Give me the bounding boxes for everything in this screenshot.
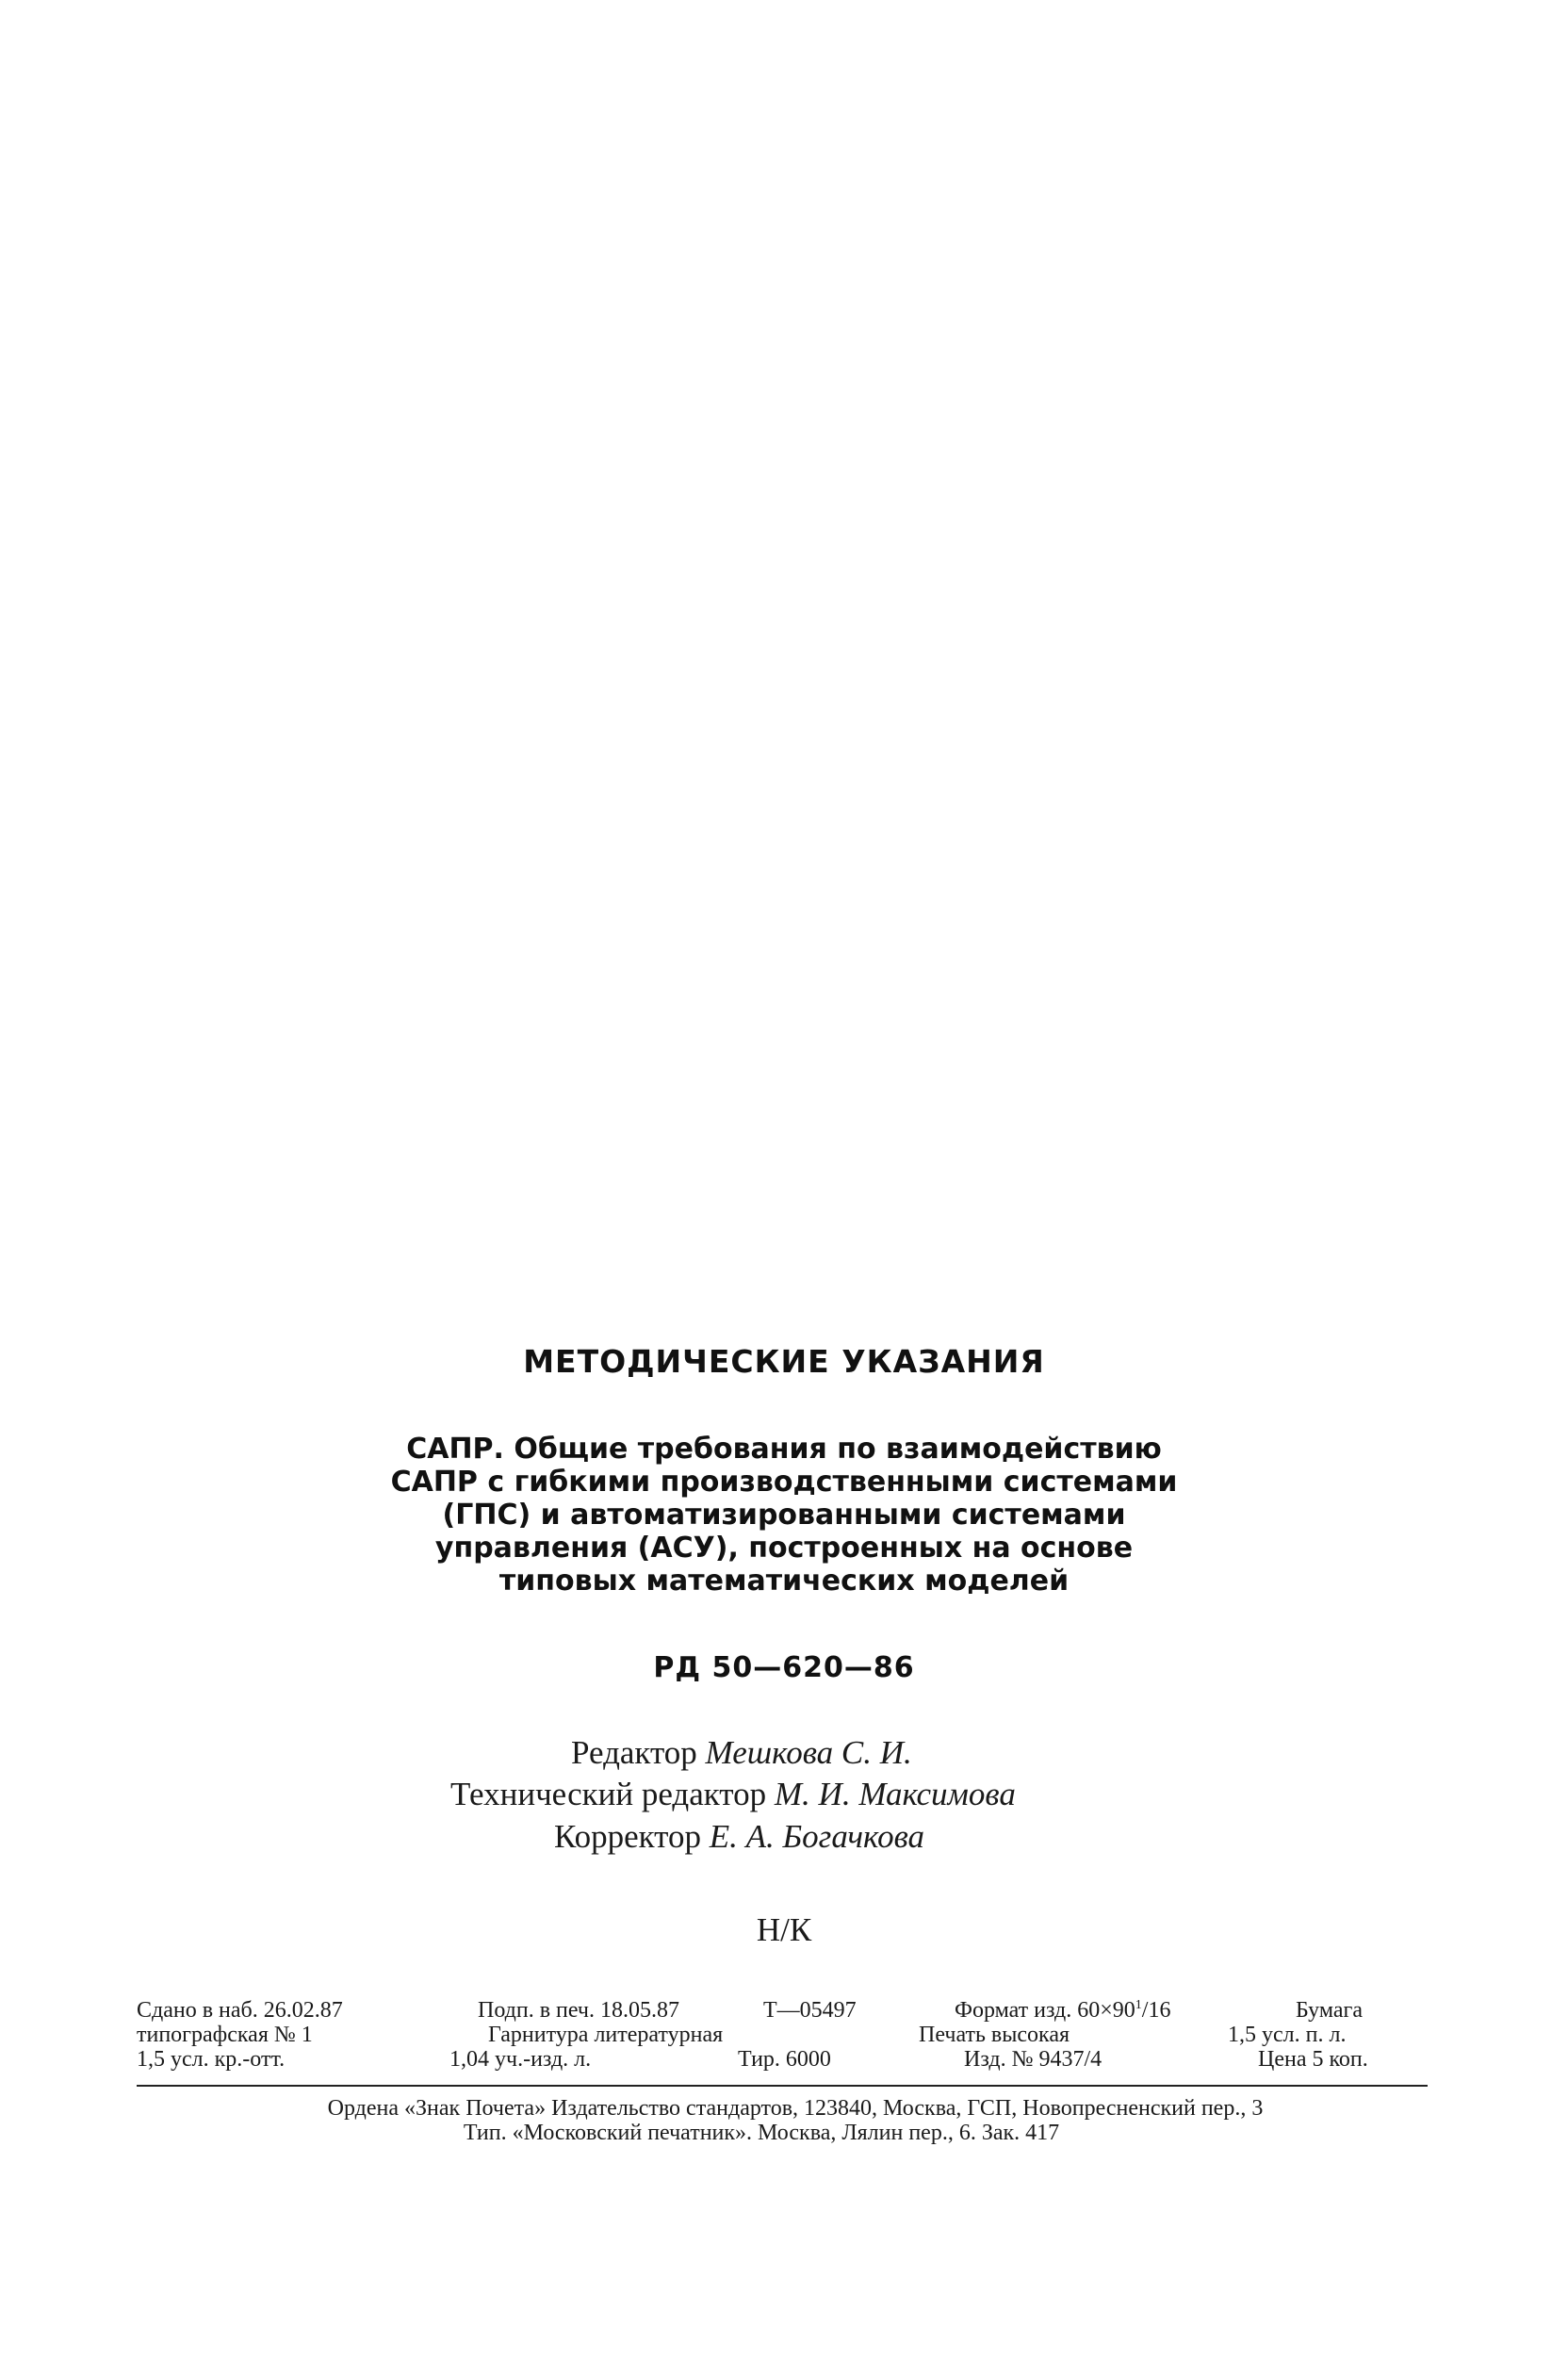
imprint-line bbox=[137, 2047, 1428, 2073]
imprint-line bbox=[137, 1998, 1428, 2024]
imprint-sheets: 1,5 усл. п. л. bbox=[1228, 2023, 1347, 2047]
subject-line: (ГПС) и автоматизированными системами bbox=[442, 1499, 1126, 1532]
credit-role: Редактор bbox=[571, 1734, 697, 1771]
subject-line: типовых математических моделей bbox=[498, 1565, 1070, 1598]
credit-person: Мешкова С. И. bbox=[705, 1734, 912, 1771]
imprint-signed: Подп. в печ. 18.05.87 bbox=[478, 1998, 679, 2023]
imprint-price: Цена 5 коп. bbox=[1258, 2047, 1368, 2072]
imprint-print: Печать высокая bbox=[919, 2023, 1070, 2047]
imprint-cond-sheets: 1,5 усл. кр.-отт. bbox=[137, 2047, 286, 2072]
hk-mark: Н/К bbox=[756, 1911, 812, 1948]
credit-role: Корректор bbox=[554, 1818, 702, 1855]
subject-line: управления (АСУ), построенных на основе bbox=[434, 1532, 1134, 1565]
credit-person: Е. А. Богачкова bbox=[709, 1818, 925, 1855]
divider-rule bbox=[137, 2085, 1428, 2087]
subject-line: САПР. Общие требования по взаимодействию bbox=[406, 1433, 1162, 1466]
imprint-run: Тир. 6000 bbox=[738, 2047, 831, 2072]
imprint-submitted: Сдано в наб. 26.02.87 bbox=[137, 1998, 343, 2023]
publisher-line: Ордена «Знак Почета» Издательство стандартов, 123840, Москва, ГСП, Новопресненский пер., 3 bbox=[327, 2096, 1264, 2121]
imprint-line bbox=[137, 2023, 1428, 2049]
credit-person: М. И. Максимова bbox=[774, 1776, 1016, 1812]
credit-proofreader bbox=[554, 1816, 924, 1858]
imprint-paper: Бумага bbox=[1296, 1998, 1364, 2023]
imprint-paper-type: типографская № 1 bbox=[137, 2023, 313, 2047]
document-type-heading: МЕТОДИЧЕСКИЕ УКАЗАНИЯ bbox=[523, 1343, 1045, 1380]
imprint-code: Т—05497 bbox=[763, 1998, 857, 2023]
imprint-format-prefix: Формат изд. 60×90 bbox=[955, 1998, 1135, 2023]
credit-editor bbox=[571, 1732, 912, 1774]
imprint-pub-sheets: 1,04 уч.-изд. л. bbox=[449, 2047, 592, 2072]
printer-line: Тип. «Московский печатник». Москва, Лялин пер., 6. Зак. 417 bbox=[463, 2121, 1060, 2145]
imprint-edition: Изд. № 9437/4 bbox=[964, 2047, 1102, 2072]
imprint-format-sup: 1 bbox=[1135, 1998, 1142, 2012]
credit-role: Технический редактор bbox=[450, 1776, 767, 1812]
document-number: РД 50—620—86 bbox=[653, 1651, 915, 1684]
credit-technical-editor bbox=[450, 1774, 1016, 1815]
imprint-format-suffix: /16 bbox=[1141, 1998, 1171, 2023]
imprint-format bbox=[955, 1998, 1170, 2024]
document-subject bbox=[0, 1433, 1568, 1598]
imprint-typeface: Гарнитура литературная bbox=[488, 2023, 724, 2047]
subject-line: САПР с гибкими производственными системами bbox=[390, 1466, 1178, 1499]
